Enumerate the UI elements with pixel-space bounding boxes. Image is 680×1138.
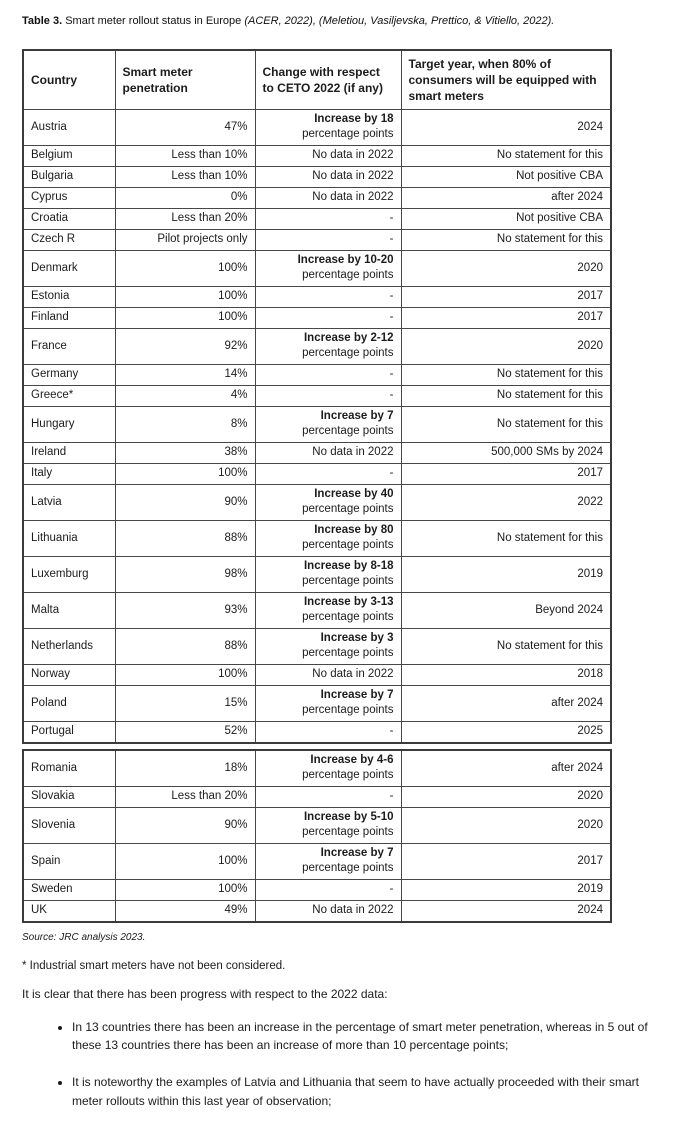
cell-change: No data in 2022 [255,442,401,463]
cell-country: Norway [23,664,115,685]
cell-penetration: 88% [115,520,255,556]
cell-target-year: No statement for this [401,406,611,442]
cell-penetration: 92% [115,328,255,364]
list-item-penetration-increase: • In 13 countries there has been an increase in the percentage of smart meter penetration, whereas in 5 out of these 13 countries there has been an increase of more than 10 percentage points; [72,1018,656,1055]
cell-penetration: 100% [115,843,255,879]
table-row-uk [23,900,611,922]
cell-penetration: 98% [115,556,255,592]
cell-change: - [255,463,401,484]
table-row-france [23,328,611,364]
cell-penetration: 100% [115,307,255,328]
cell-penetration: Less than 20% [115,786,255,807]
table-row-germany [23,364,611,385]
cell-country: Bulgaria [23,166,115,187]
change-units: percentage points [302,503,394,516]
cell-change: No data in 2022 [255,187,401,208]
change-amount: Increase by 18 [314,113,394,126]
cell-penetration: 100% [115,463,255,484]
cell-penetration: 18% [115,750,255,787]
table-row-bulgaria [23,166,611,187]
cell-penetration: 47% [115,109,255,145]
cell-penetration: 100% [115,286,255,307]
cell-change [255,685,401,721]
table-caption-citation: (ACER, 2022), (Meletiou, Vasiljevska, Prettico, & Vitiello, 2022). [244,15,555,27]
cell-target-year: 2024 [401,900,611,922]
cell-country: Czech R [23,229,115,250]
list-item-latvia-lithuania: • It is noteworthy the examples of Latvia and Lithuania that seem to have actually proceeded with their smart meter rollouts within this last year of observation; [72,1073,656,1110]
cell-target-year: after 2024 [401,187,611,208]
cell-country: Spain [23,843,115,879]
cell-penetration: 8% [115,406,255,442]
change-units: percentage points [302,269,394,282]
cell-penetration: 100% [115,664,255,685]
change-units: percentage points [302,539,394,552]
cell-target-year: 2019 [401,556,611,592]
cell-target-year: 2020 [401,807,611,843]
cell-change [255,406,401,442]
cell-country: France [23,328,115,364]
cell-country: Luxemburg [23,556,115,592]
table-row-finland [23,307,611,328]
cell-target-year: 2025 [401,721,611,743]
cell-change [255,328,401,364]
table-row-slovenia [23,807,611,843]
cell-change: - [255,208,401,229]
cell-penetration: Less than 10% [115,166,255,187]
cell-target-year: No statement for this [401,385,611,406]
cell-change [255,109,401,145]
table-caption-text: Smart meter rollout status in Europe [62,15,245,27]
change-units: percentage points [302,862,394,875]
change-amount: Increase by 40 [314,488,394,501]
cell-country: Finland [23,307,115,328]
cell-country: Portugal [23,721,115,743]
cell-target-year: 2017 [401,286,611,307]
cell-target-year: No statement for this [401,628,611,664]
cell-country: Germany [23,364,115,385]
change-units: percentage points [302,425,394,438]
table-row-netherlands [23,628,611,664]
table-header-row [23,50,611,110]
cell-penetration: 100% [115,250,255,286]
cell-target-year: 2018 [401,664,611,685]
cell-penetration: 49% [115,900,255,922]
asterisk-footnote: * Industrial smart meters have not been considered. [22,959,286,972]
cell-country: Latvia [23,484,115,520]
cell-country: Croatia [23,208,115,229]
cell-change: No data in 2022 [255,900,401,922]
change-units: percentage points [302,575,394,588]
cell-country: Denmark [23,250,115,286]
table-row-austria [23,109,611,145]
table-row-spain [23,843,611,879]
cell-penetration: 90% [115,484,255,520]
table-row-greece [23,385,611,406]
cell-penetration: 15% [115,685,255,721]
change-amount: Increase by 10-20 [297,254,394,267]
cell-country: Austria [23,109,115,145]
table-row-luxemburg [23,556,611,592]
change-amount: Increase by 2-12 [303,332,394,345]
table-row-czech-r [23,229,611,250]
cell-change [255,843,401,879]
cell-change: - [255,879,401,900]
change-units: percentage points [302,704,394,717]
header-change: Change with respect to CETO 2022 (if any) [255,50,401,110]
cell-change [255,556,401,592]
cell-country: Belgium [23,145,115,166]
change-amount: Increase by 4-6 [310,754,394,767]
cell-change [255,250,401,286]
change-units: percentage points [302,347,394,360]
cell-target-year: No statement for this [401,229,611,250]
cell-country: UK [23,900,115,922]
table-row-portugal [23,721,611,743]
change-amount: Increase by 7 [320,847,394,860]
cell-change: - [255,721,401,743]
cell-target-year: No statement for this [401,145,611,166]
cell-country: Netherlands [23,628,115,664]
change-amount: Increase by 7 [320,689,394,702]
cell-penetration: 38% [115,442,255,463]
cell-target-year: 2017 [401,463,611,484]
cell-target-year: after 2024 [401,685,611,721]
cell-target-year: 500,000 SMs by 2024 [401,442,611,463]
table-row-belgium [23,145,611,166]
source-note: Source: JRC analysis 2023. [22,931,146,943]
table-row-lithuania [23,520,611,556]
table-row-slovakia [23,786,611,807]
cell-target-year: 2020 [401,786,611,807]
cell-target-year: Beyond 2024 [401,592,611,628]
cell-target-year: Not positive CBA [401,208,611,229]
cell-target-year: 2020 [401,250,611,286]
cell-change: - [255,229,401,250]
table-row-romania [23,750,611,787]
cell-change: - [255,286,401,307]
table-row-hungary [23,406,611,442]
table-row-ireland [23,442,611,463]
table-row-italy [23,463,611,484]
cell-penetration: 52% [115,721,255,743]
cell-country: Estonia [23,286,115,307]
cell-change: No data in 2022 [255,664,401,685]
cell-country: Cyprus [23,187,115,208]
cell-change [255,484,401,520]
header-penetration: Smart meter penetration [115,50,255,110]
cell-penetration: 88% [115,628,255,664]
cell-target-year: 2019 [401,879,611,900]
cell-change: - [255,364,401,385]
table-row-poland [23,685,611,721]
cell-change: - [255,385,401,406]
cell-penetration: Less than 20% [115,208,255,229]
cell-change [255,628,401,664]
table-row-sweden [23,879,611,900]
smart-meter-table-upper [22,49,612,744]
cell-change [255,750,401,787]
cell-country: Hungary [23,406,115,442]
cell-target-year: 2024 [401,109,611,145]
cell-penetration: 100% [115,879,255,900]
change-amount: Increase by 3 [320,632,394,645]
cell-change [255,592,401,628]
table-row-estonia [23,286,611,307]
cell-target-year: 2022 [401,484,611,520]
change-amount: Increase by 7 [320,410,394,423]
change-units: percentage points [302,647,394,660]
intro-paragraph: It is clear that there has been progress with respect to the 2022 data: [22,986,388,1001]
cell-change: - [255,307,401,328]
cell-target-year: No statement for this [401,364,611,385]
change-units: percentage points [302,826,394,839]
change-units: percentage points [302,611,394,624]
table-caption [22,14,656,29]
cell-target-year: 2017 [401,843,611,879]
cell-country: Italy [23,463,115,484]
change-amount: Increase by 80 [314,524,394,537]
cell-country: Poland [23,685,115,721]
cell-target-year: after 2024 [401,750,611,787]
cell-penetration: Less than 10% [115,145,255,166]
cell-penetration: Pilot projects only [115,229,255,250]
cell-change [255,520,401,556]
header-target-year: Target year, when 80% of consumers will be equipped with smart meters [401,50,611,110]
cell-country: Slovakia [23,786,115,807]
cell-target-year: 2020 [401,328,611,364]
cell-penetration: 93% [115,592,255,628]
table-row-malta [23,592,611,628]
change-amount: Increase by 8-18 [303,560,394,573]
table-row-norway [23,664,611,685]
cell-country: Malta [23,592,115,628]
header-country: Country [23,50,115,110]
cell-penetration: 14% [115,364,255,385]
findings-list [50,1018,656,1110]
table-row-latvia [23,484,611,520]
table-row-denmark [23,250,611,286]
change-units: percentage points [302,769,394,782]
cell-change: No data in 2022 [255,166,401,187]
cell-country: Slovenia [23,807,115,843]
cell-change: No data in 2022 [255,145,401,166]
cell-target-year: Not positive CBA [401,166,611,187]
table-row-cyprus [23,187,611,208]
cell-country: Romania [23,750,115,787]
cell-change [255,807,401,843]
change-amount: Increase by 5-10 [303,811,394,824]
cell-penetration: 0% [115,187,255,208]
smart-meter-table-lower [22,749,612,923]
cell-country: Greece* [23,385,115,406]
change-units: percentage points [302,128,394,141]
cell-country: Lithuania [23,520,115,556]
cell-target-year: No statement for this [401,520,611,556]
change-amount: Increase by 3-13 [303,596,394,609]
cell-country: Ireland [23,442,115,463]
cell-target-year: 2017 [401,307,611,328]
cell-change: - [255,786,401,807]
table-row-croatia [23,208,611,229]
cell-penetration: 90% [115,807,255,843]
cell-penetration: 4% [115,385,255,406]
cell-country: Sweden [23,879,115,900]
table-caption-number: Table 3. [22,15,63,27]
